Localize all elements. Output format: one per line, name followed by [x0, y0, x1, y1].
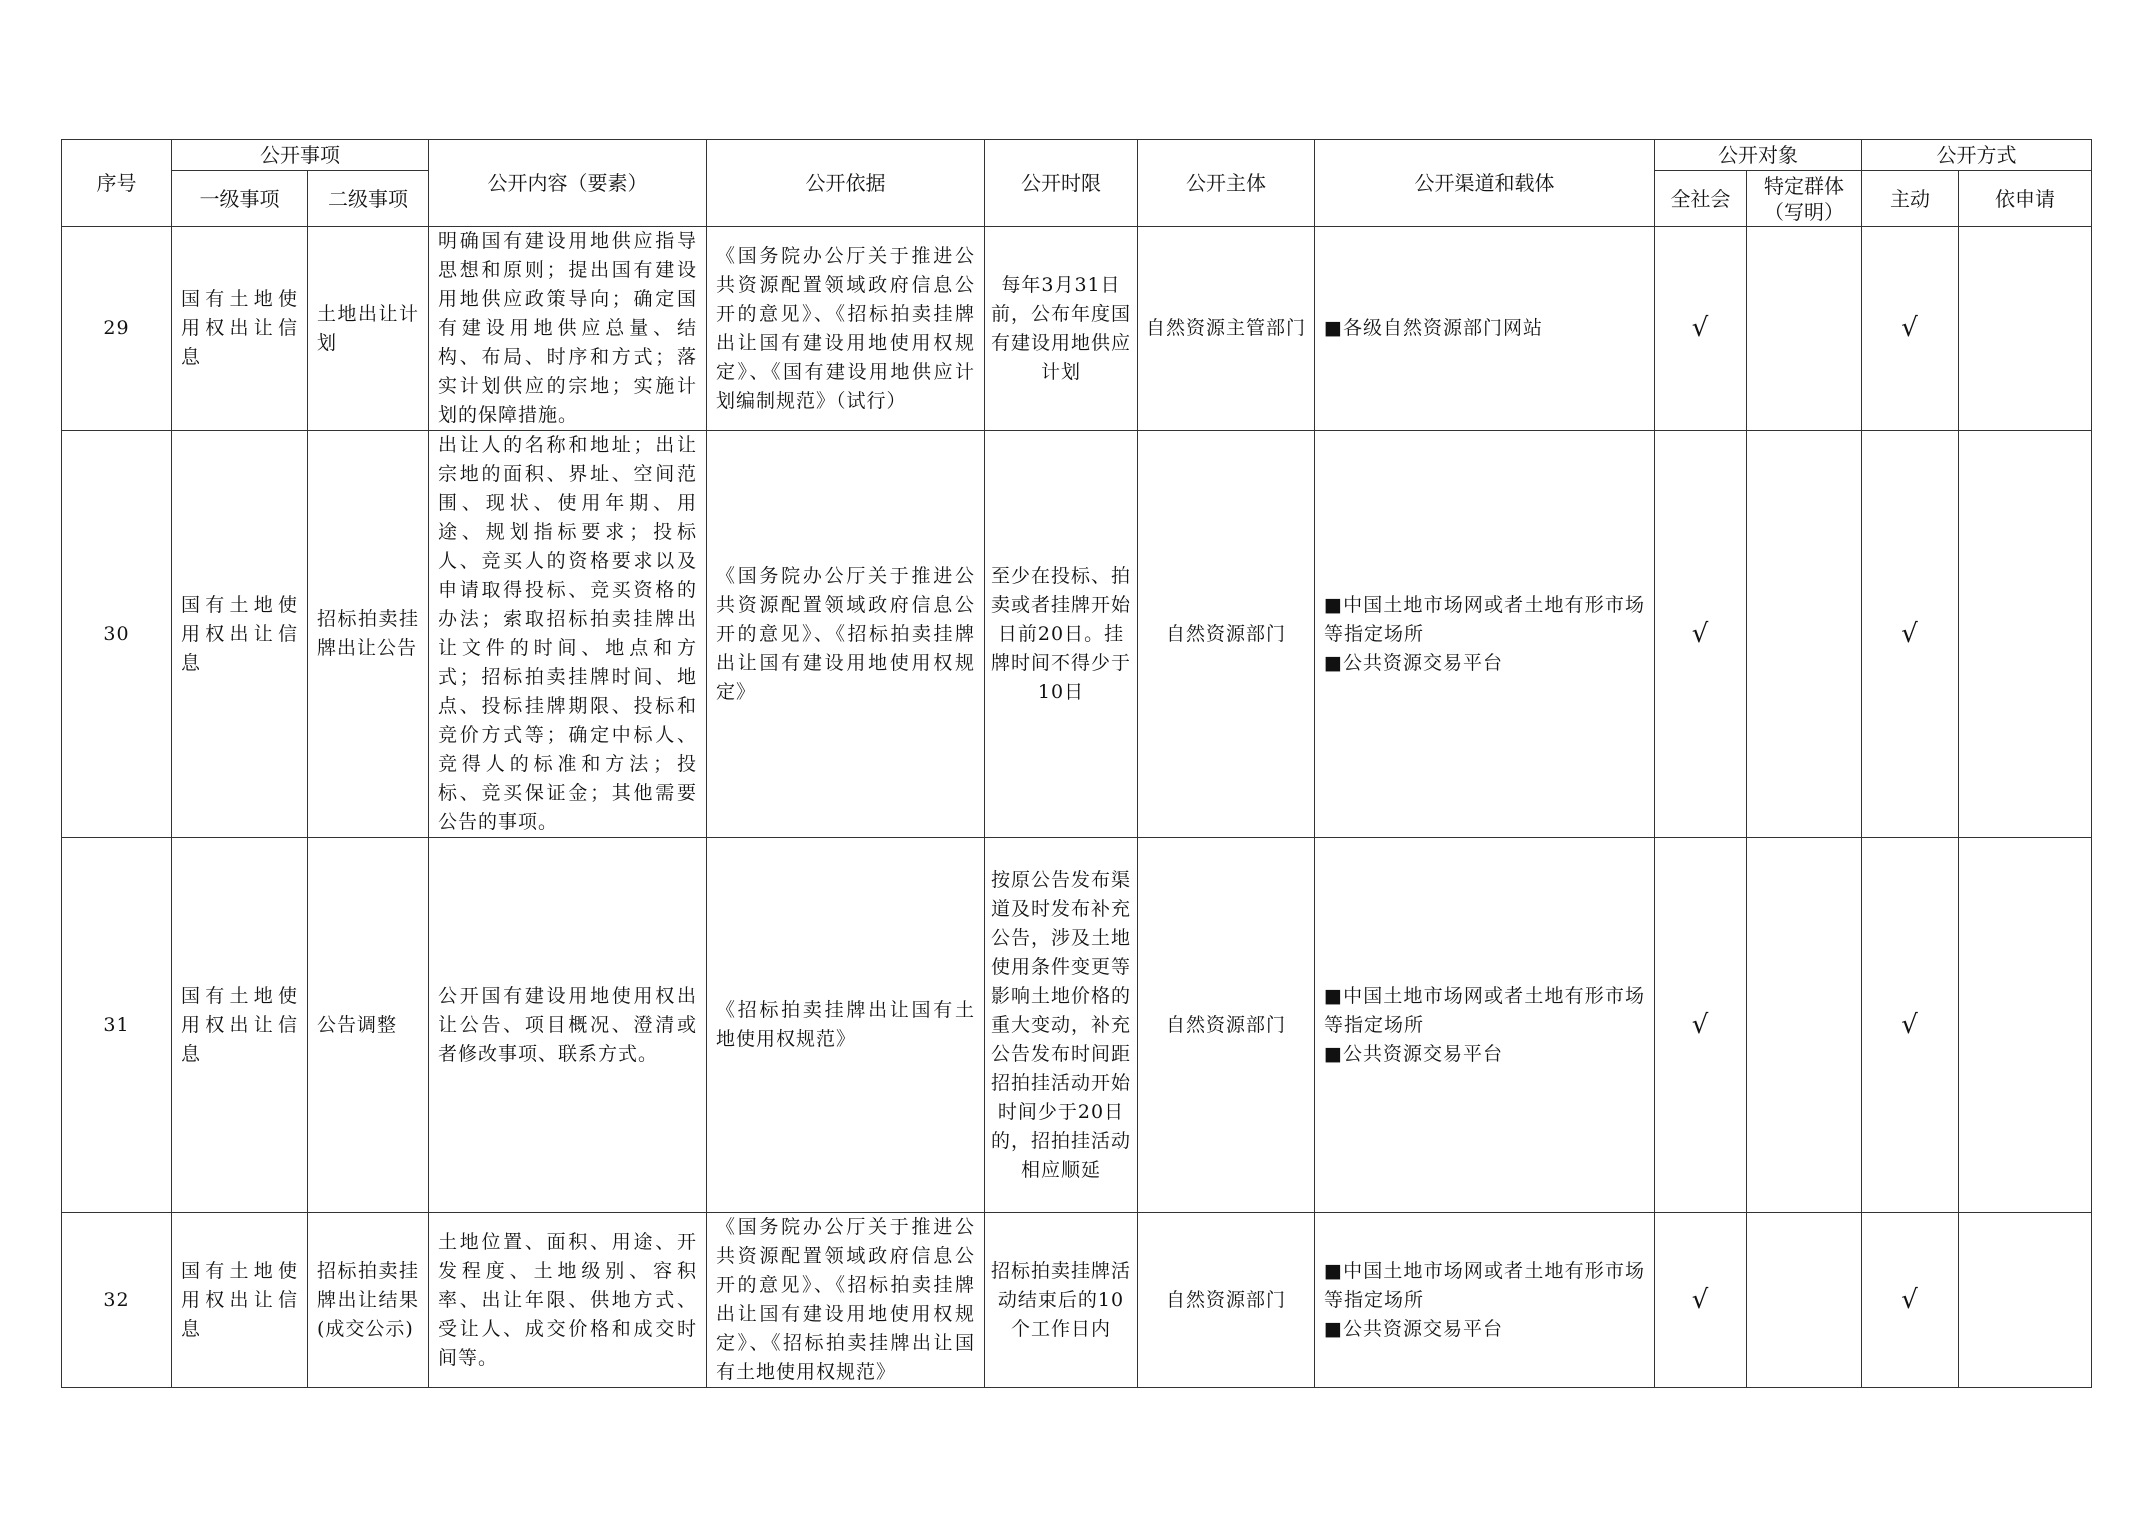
cell-subject: 自然资源部门: [1138, 431, 1315, 838]
table-row: [62, 431, 2092, 838]
cell-method-request: [1959, 1213, 2092, 1388]
cell-basis: 《招标拍卖挂牌出让国有土地使用权规范》: [707, 838, 985, 1213]
header-target-group: 特定群体（写明）: [1747, 171, 1862, 227]
cell-time-limit: 按原公告发布渠道及时发布补充公告，涉及土地使用条件变更等影响土地价格的重大变动，补充公告发布时间距招拍挂活动开始时间少于20日的，招拍挂活动相应顺延: [985, 838, 1138, 1213]
cell-subject: 自然资源部门: [1138, 838, 1315, 1213]
header-target: 公开对象: [1655, 140, 1862, 171]
cell-target-group: [1747, 838, 1862, 1213]
table-row: [62, 838, 2092, 1213]
cell-target-all: √: [1655, 227, 1747, 431]
cell-method-active: √: [1862, 227, 1959, 431]
cell-target-all: √: [1655, 1213, 1747, 1388]
cell-channels: [1315, 838, 1655, 1213]
cell-target-all: √: [1655, 838, 1747, 1213]
header-level2: 二级事项: [308, 171, 429, 227]
header-method-request: 依申请: [1959, 171, 2092, 227]
cell-basis: 《国务院办公厅关于推进公共资源配置领域政府信息公开的意见》、《招标拍卖挂牌出让国有建设用地使用权规定》、《国有建设用地供应计划编制规范》（试行）: [707, 227, 985, 431]
cell-time-limit: 招标拍卖挂牌活动结束后的10个工作日内: [985, 1213, 1138, 1388]
cell-method-active: √: [1862, 838, 1959, 1213]
cell-channels: [1315, 227, 1655, 431]
channel-item: ■中国土地市场网或者土地有形市场等指定场所: [1324, 593, 1645, 645]
cell-method-active: √: [1862, 1213, 1959, 1388]
cell-time-limit: 至少在投标、拍卖或者挂牌开始日前20日。挂牌时间不得少于10日: [985, 431, 1138, 838]
cell-level2: 土地出让计划: [308, 227, 429, 431]
table-header: [62, 140, 2092, 227]
cell-basis: 《国务院办公厅关于推进公共资源配置领域政府信息公开的意见》、《招标拍卖挂牌出让国有建设用地使用权规定》: [707, 431, 985, 838]
cell-content: 出让人的名称和地址；出让宗地的面积、界址、空间范围、现状、使用年期、用途、规划指标要求；投标人、竞买人的资格要求以及申请取得投标、竞买资格的办法；索取招标拍卖挂牌出让文件的时间、地点和方式；招标拍卖挂牌时间、地点、投标挂牌期限、投标和竞价方式等；确定中标人、竞得人的标准和方法；投标、竞买保证金；其他需要公告的事项。: [429, 431, 707, 838]
cell-channels: [1315, 1213, 1655, 1388]
cell-subject: 自然资源部门: [1138, 1213, 1315, 1388]
channel-item: ■公共资源交易平台: [1324, 651, 1503, 674]
channel-item: ■中国土地市场网或者土地有形市场等指定场所: [1324, 984, 1645, 1036]
header-subject: 公开主体: [1138, 140, 1315, 227]
header-method: 公开方式: [1862, 140, 2092, 171]
cell-target-group: [1747, 227, 1862, 431]
cell-content: 明确国有建设用地供应指导思想和原则；提出国有建设用地供应政策导向；确定国有建设用地供应总量、结构、布局、时序和方式；落实计划供应的宗地；实施计划的保障措施。: [429, 227, 707, 431]
cell-content: 公开国有建设用地使用权出让公告、项目概况、澄清或者修改事项、联系方式。: [429, 838, 707, 1213]
cell-level2: 公告调整: [308, 838, 429, 1213]
cell-serial: 32: [62, 1213, 172, 1388]
header-target-all: 全社会: [1655, 171, 1747, 227]
cell-level1: 国有土地使用权出让信息: [172, 227, 308, 431]
channel-item: ■各级自然资源部门网站: [1324, 317, 1543, 339]
cell-method-request: [1959, 227, 2092, 431]
table-row: [62, 227, 2092, 431]
cell-target-group: [1747, 431, 1862, 838]
cell-level2: 招标拍卖挂牌出让结果(成交公示): [308, 1213, 429, 1388]
cell-level1: 国有土地使用权出让信息: [172, 838, 308, 1213]
cell-target-all: √: [1655, 431, 1747, 838]
cell-level1: 国有土地使用权出让信息: [172, 1213, 308, 1388]
cell-basis: 《国务院办公厅关于推进公共资源配置领域政府信息公开的意见》、《招标拍卖挂牌出让国有建设用地使用权规定》、《招标拍卖挂牌出让国有土地使用权规范》: [707, 1213, 985, 1388]
header-level1: 一级事项: [172, 171, 308, 227]
header-time-limit: 公开时限: [985, 140, 1138, 227]
header-basis: 公开依据: [707, 140, 985, 227]
header-serial: 序号: [62, 140, 172, 227]
table-body: [62, 227, 2092, 1388]
header-content: 公开内容（要素）: [429, 140, 707, 227]
table-row: [62, 1213, 2092, 1388]
channel-item: ■公共资源交易平台: [1324, 1317, 1503, 1340]
cell-target-group: [1747, 1213, 1862, 1388]
cell-serial: 29: [62, 227, 172, 431]
channel-item: ■公共资源交易平台: [1324, 1042, 1503, 1065]
cell-method-request: [1959, 838, 2092, 1213]
cell-level1: 国有土地使用权出让信息: [172, 431, 308, 838]
cell-level2: 招标拍卖挂牌出让公告: [308, 431, 429, 838]
cell-method-request: [1959, 431, 2092, 838]
cell-time-limit: 每年3月31日前，公布年度国有建设用地供应计划: [985, 227, 1138, 431]
channel-item: ■中国土地市场网或者土地有形市场等指定场所: [1324, 1259, 1645, 1311]
disclosure-table: [61, 139, 2092, 1388]
cell-method-active: √: [1862, 431, 1959, 838]
cell-serial: 30: [62, 431, 172, 838]
cell-serial: 31: [62, 838, 172, 1213]
header-disclosure-item: 公开事项: [172, 140, 429, 171]
header-method-active: 主动: [1862, 171, 1959, 227]
cell-channels: [1315, 431, 1655, 838]
header-channels: 公开渠道和载体: [1315, 140, 1655, 227]
cell-content: 土地位置、面积、用途、开发程度、土地级别、容积率、出让年限、供地方式、受让人、成交价格和成交时间等。: [429, 1213, 707, 1388]
cell-subject: 自然资源主管部门: [1138, 227, 1315, 431]
